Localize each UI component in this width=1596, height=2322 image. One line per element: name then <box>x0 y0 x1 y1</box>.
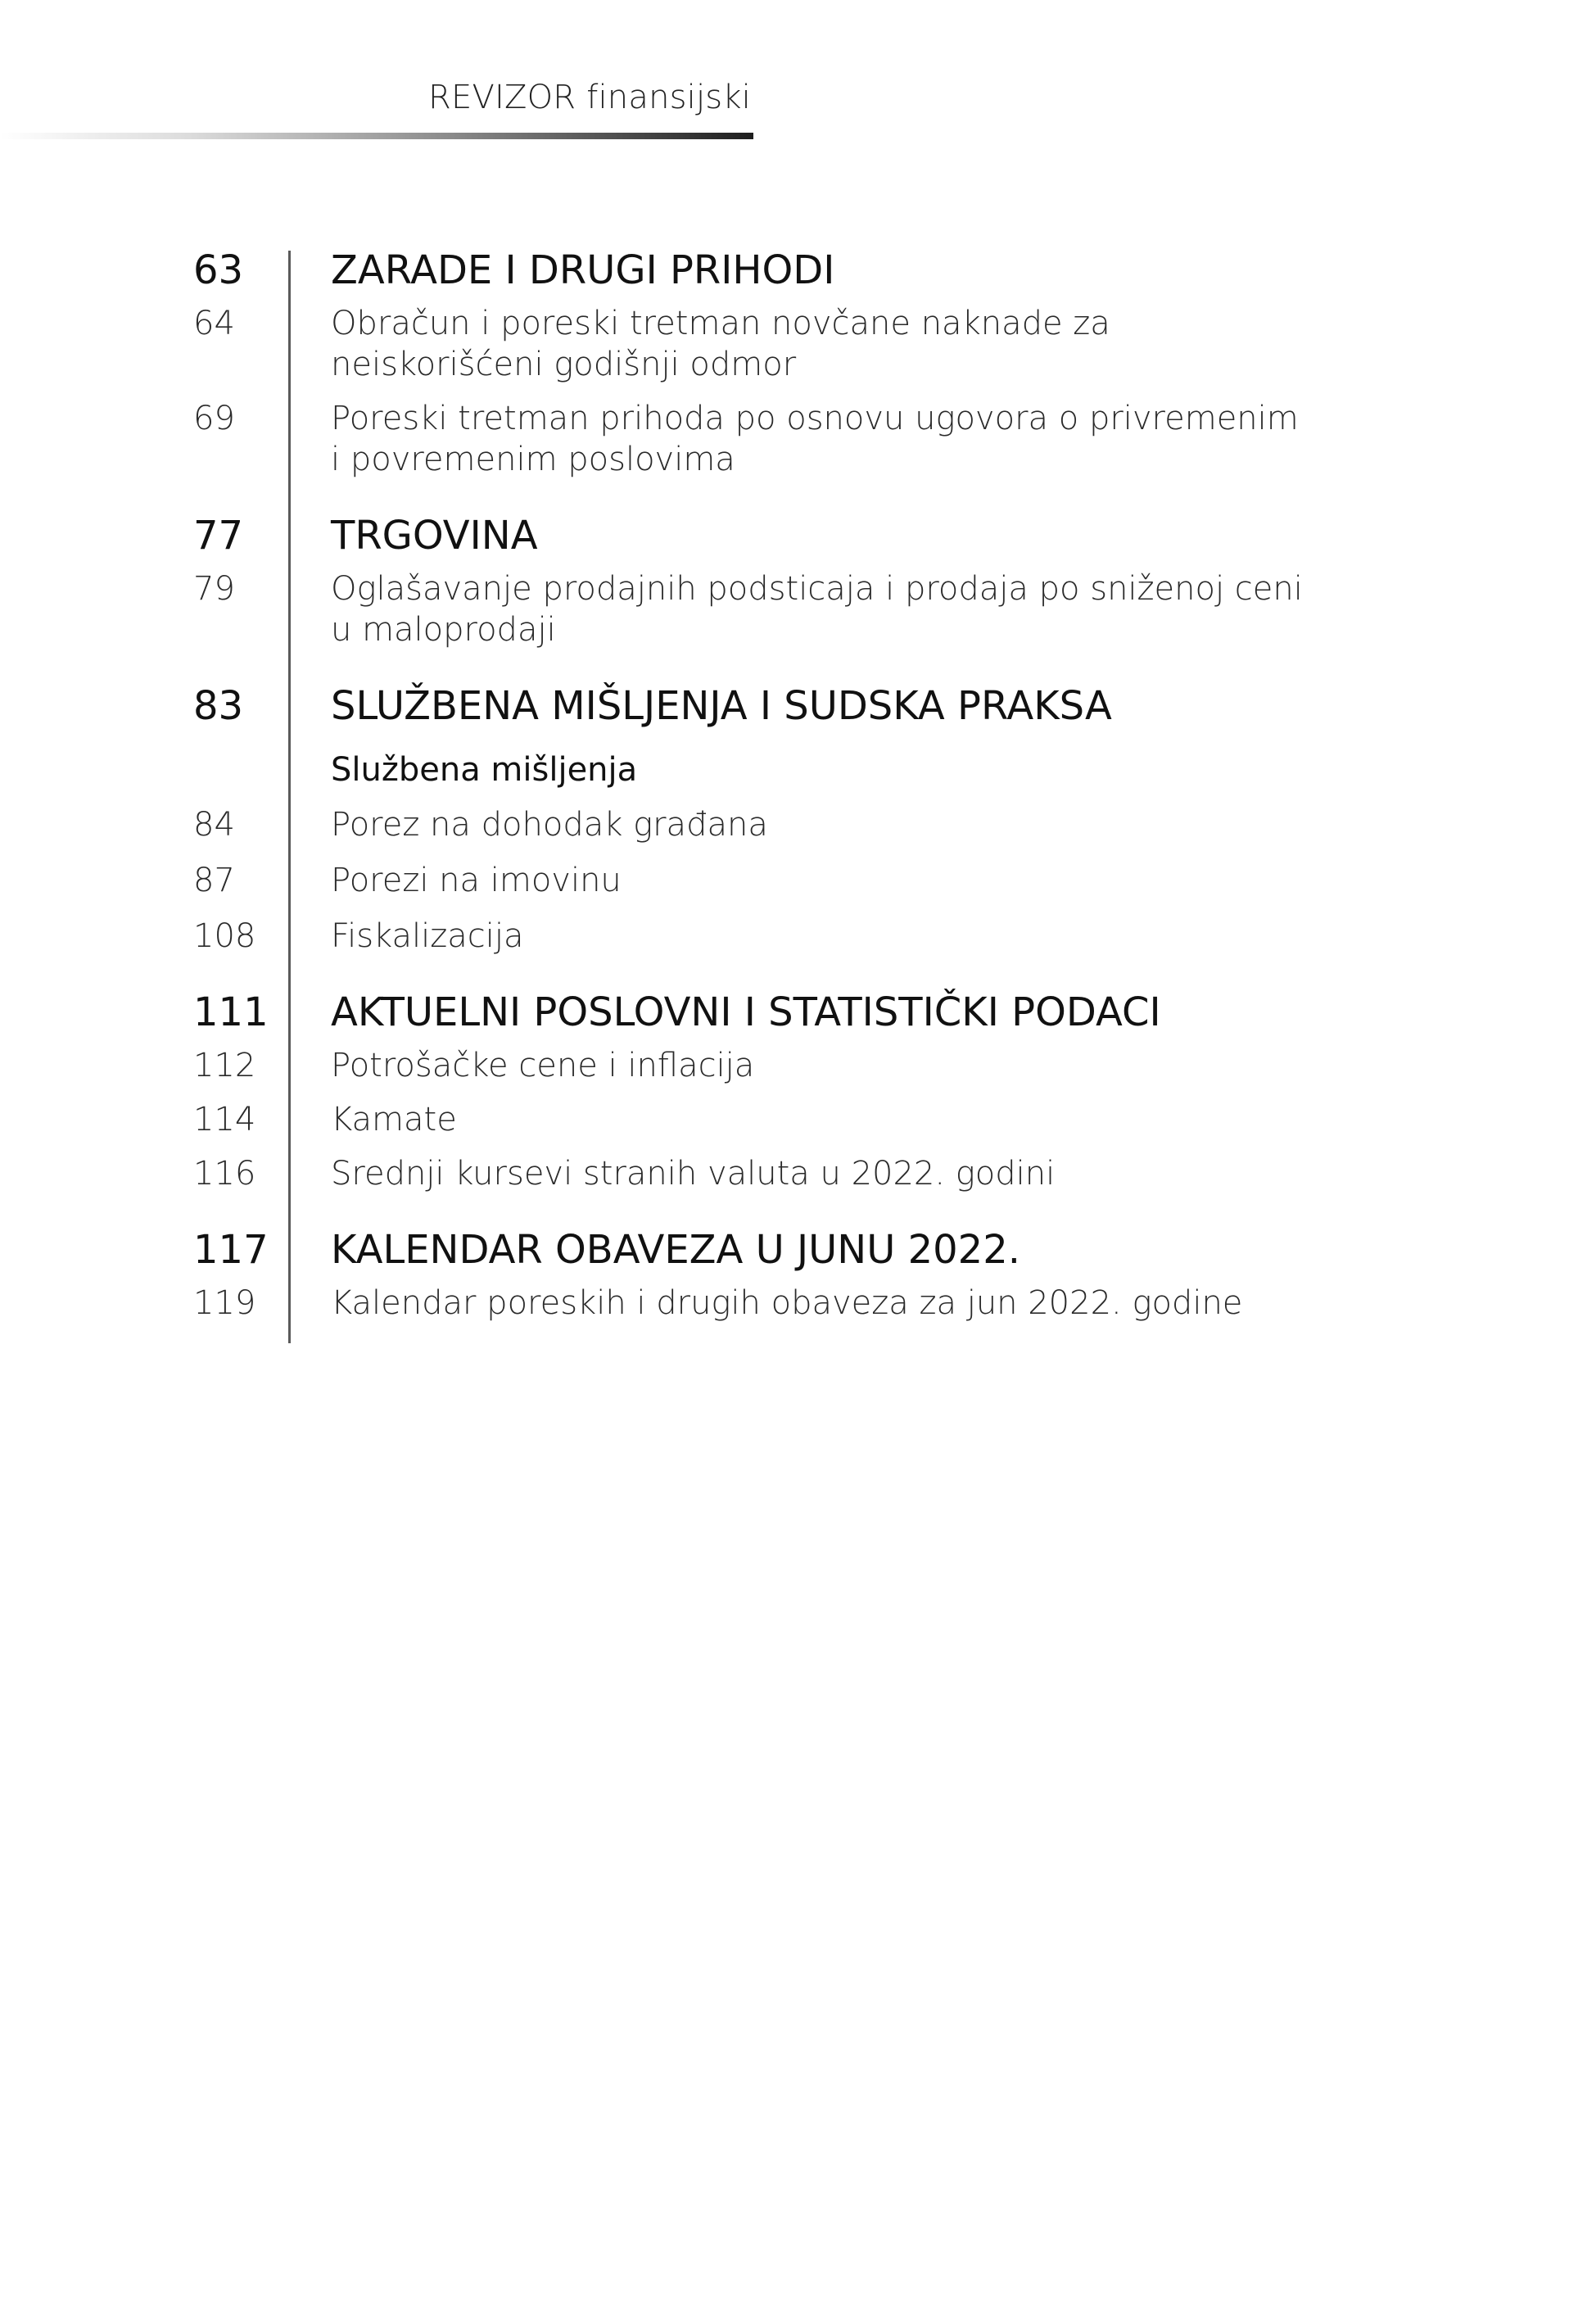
section-page-number: 63 <box>193 247 244 293</box>
section-page-number: 83 <box>193 683 244 729</box>
entry-title: Porez na dohodak građana <box>331 806 768 844</box>
section-page-number: 77 <box>193 513 244 559</box>
entry-page-number: 87 <box>193 862 235 899</box>
toc-entry[interactable] <box>193 1099 1340 1140</box>
entry-page-number: 64 <box>193 305 235 342</box>
publication-title: REVIZOR finansijski <box>427 79 751 116</box>
toc-entry[interactable] <box>193 303 1340 385</box>
toc-entry[interactable] <box>193 1283 1340 1324</box>
entry-page-number: 69 <box>193 400 235 437</box>
section-title: KALENDAR OBAVEZA U JUNU 2022. <box>331 1227 1021 1273</box>
entry-title: Potrošačke cene i inflacija <box>331 1047 755 1084</box>
toc-entry[interactable] <box>193 916 1340 957</box>
entry-page-number: 79 <box>193 570 235 608</box>
section-title: TRGOVINA <box>331 513 538 559</box>
toc-entry[interactable] <box>193 398 1340 480</box>
entry-title: Obračun i poreski tretman novčane naknade za neiskorišćeni godišnji odmor <box>331 305 1110 383</box>
toc-entry[interactable] <box>193 860 1340 901</box>
entry-title: Fiskalizacija <box>331 917 524 955</box>
toc-section-heading[interactable] <box>193 1217 1340 1283</box>
section-page-number: 117 <box>193 1227 269 1273</box>
entry-title: Poreski tretman prihoda po osnovu ugovora o privremenim i povremenim poslovima <box>331 400 1299 478</box>
toc-section-heading[interactable] <box>193 673 1340 739</box>
entry-page-number: 112 <box>193 1047 256 1084</box>
table-of-contents <box>193 238 1340 1337</box>
entry-title: Kamate <box>331 1101 457 1138</box>
entry-page-number: 116 <box>193 1155 256 1193</box>
toc-entry[interactable] <box>193 1153 1340 1194</box>
toc-section <box>193 503 1340 650</box>
toc-entry[interactable] <box>193 804 1340 845</box>
header-rule <box>0 133 753 139</box>
section-page-number: 111 <box>193 989 269 1035</box>
entry-title: Kalendar poreskih i drugih obaveza za jun 2022. godine <box>331 1284 1243 1322</box>
entry-title: Oglašavanje prodajnih podsticaja i prodaja po sniženoj ceni u maloprodaji <box>331 570 1303 649</box>
entry-page-number: 114 <box>193 1101 256 1138</box>
subheading-title: Službena mišljenja <box>331 751 638 789</box>
entry-title: Srednji kursevi stranih valuta u 2022. godini <box>331 1155 1056 1193</box>
toc-subheading <box>193 749 1340 791</box>
section-title: SLUŽBENA MIŠLJENJA I SUDSKA PRAKSA <box>331 683 1112 729</box>
toc-entry[interactable] <box>193 1045 1340 1086</box>
toc-section <box>193 673 1340 957</box>
toc-section <box>193 238 1340 480</box>
page-header <box>0 79 753 139</box>
section-title: ZARADE I DRUGI PRIHODI <box>331 247 835 293</box>
toc-entry[interactable] <box>193 568 1340 650</box>
entry-title: Porezi na imovinu <box>331 862 622 899</box>
toc-section-heading[interactable] <box>193 980 1340 1045</box>
entry-page-number: 119 <box>193 1284 256 1322</box>
toc-section-heading[interactable] <box>193 503 1340 568</box>
entry-page-number: 84 <box>193 806 235 844</box>
entry-page-number: 108 <box>193 917 256 955</box>
toc-section-heading[interactable] <box>193 238 1340 303</box>
section-title: AKTUELNI POSLOVNI I STATISTIČKI PODACI <box>331 989 1161 1035</box>
toc-section <box>193 1217 1340 1324</box>
toc-section <box>193 980 1340 1194</box>
